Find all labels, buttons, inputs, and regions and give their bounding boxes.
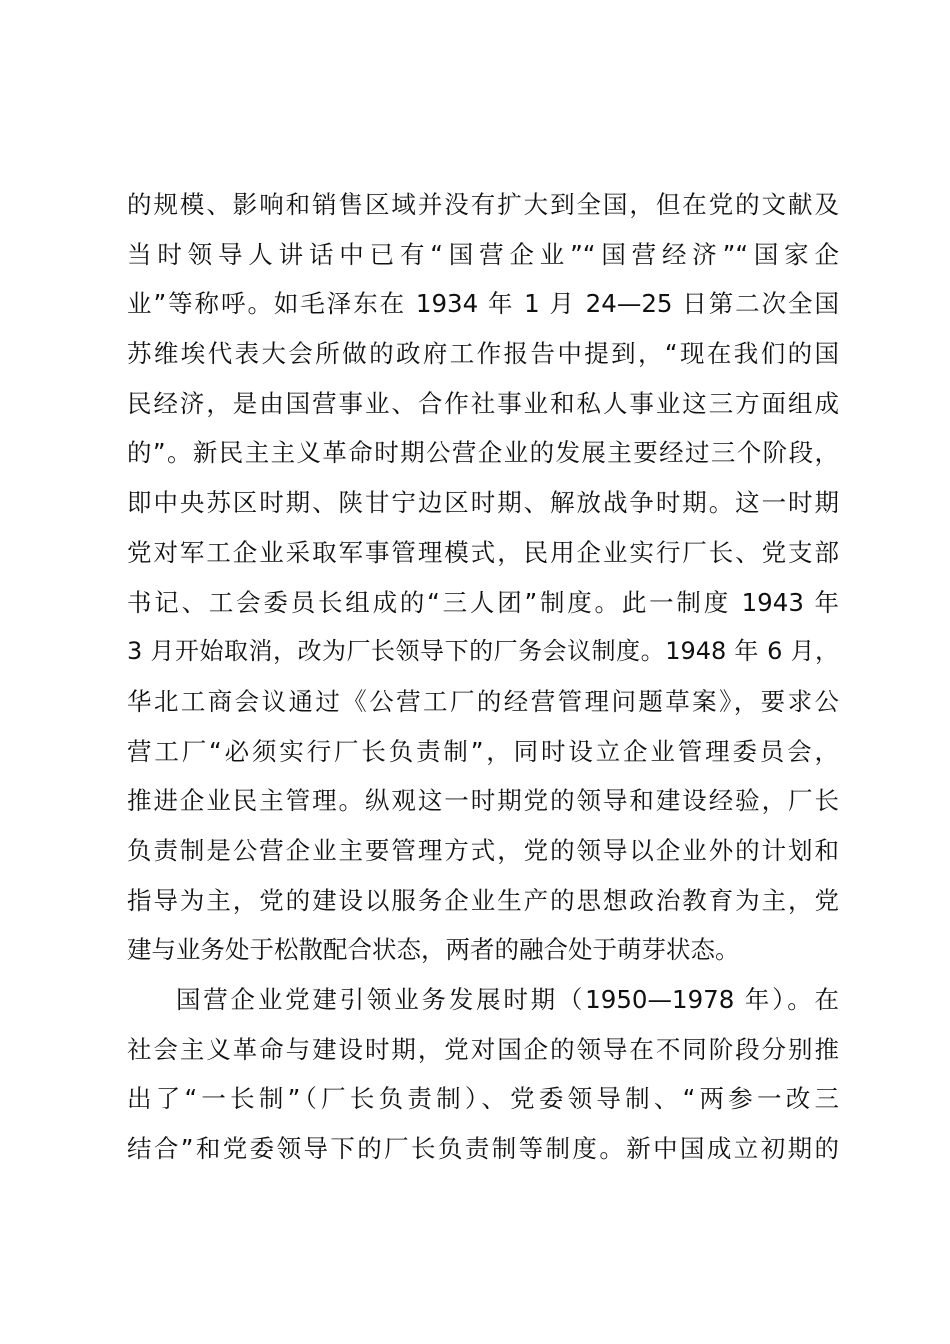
body-text	[127, 180, 839, 1174]
text-line: 的”。新民主主义革命时期公营企业的发展主要经过三个阶段，	[127, 438, 839, 468]
text-line: 当时领导人讲话中已有“国营企业”“国营经济”“国家企	[127, 239, 839, 269]
text-line: 党对军工企业采取军事管理模式，民用企业实行厂长、党支部	[127, 537, 839, 567]
text-line: 建与业务处于松散配合状态，两者的融合处于萌芽状态。	[127, 935, 740, 965]
text-line: 苏维埃代表大会所做的政府工作报告中提到，“现在我们的国	[127, 339, 839, 369]
text-line: 出了“一长制”（厂长负责制）、党委领导制、“两参一改三	[127, 1084, 839, 1114]
text-line: 国营企业党建引领业务发展时期（1950—1978 年）。在	[176, 985, 839, 1014]
text-line: 业”等称呼。如毛泽东在 1934 年 1 月 24—25 日第二次全国	[127, 289, 839, 319]
text-line: 指导为主，党的建设以服务企业生产的思想政治教育为主，党	[127, 885, 839, 915]
text-line: 书记、工会委员长组成的“三人团”制度。此一制度 1943 年	[127, 587, 839, 617]
text-line: 民经济，是由国营事业、合作社事业和私人事业这三方面组成	[127, 388, 839, 418]
text-line: 推进企业民主管理。纵观这一时期党的领导和建设经验，厂长	[127, 786, 839, 816]
text-line: 负责制是公营企业主要管理方式，党的领导以企业外的计划和	[127, 835, 839, 865]
text-line: 华北工商会议通过《公营工厂的经营管理问题草案》，要求公	[127, 686, 839, 716]
text-line: 即中央苏区时期、陕甘宁边区时期、解放战争时期。这一时期	[127, 488, 839, 518]
paragraph	[127, 975, 839, 1174]
text-line: 结合”和党委领导下的厂长负责制等制度。新中国成立初期的	[127, 1134, 839, 1164]
text-line: 营工厂“必须实行厂长负责制”，同时设立企业管理委员会，	[127, 736, 839, 766]
text-line: 的规模、影响和销售区域并没有扩大到全国，但在党的文献及	[127, 190, 839, 219]
text-line: 社会主义革命与建设时期，党对国企的领导在不同阶段分别推	[127, 1034, 839, 1064]
text-line: 3 月开始取消，改为厂长领导下的厂务会议制度。1948 年 6 月，	[127, 637, 839, 666]
paragraph	[127, 180, 839, 975]
